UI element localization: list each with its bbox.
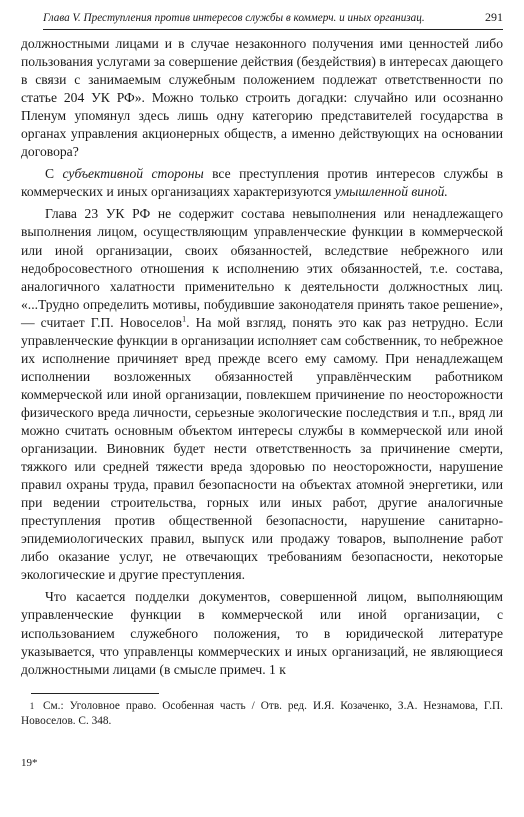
p3-text-a: Глава 23 УК РФ не содержит состава невыполнения или ненадлежащего выполнения лицом, осуществляющим управленческие функции в коммерческой или иной организации, своих обязанностей, вследствие небрежного или недобросовестного отношения к исполнению этих обязанностей, т.е. состава, аналогичного халатности применительно к деятельности должностных лиц. «...Трудно определить мотивы, побудившие законодателя принять такое решение», — считает Г.П. Новоселов (21, 206, 503, 330)
p3-text-b: . На мой взгляд, понять это как раз нетрудно. Если управленческие функции в организации исполняет сам собственник, то небрежное их исполнение причиняет вред прежде всего ему самому. При ненадлежащем исполнении возложенных обязанностей управлёнческим работником коммерческой или иной организации, повлекшем причинение по неосторожности физического вреда личности, серьезные экологические последствия и т.п., вряд ли можно считать основным объектом интересы службы в коммерческой или иной организации. Виновник будет нести ответственность за причинение смерти, тяжкого или средней тяжести вреда здоровью по неосторожности, нарушение правил охраны труда, правил безопасности на объектах атомной энергетики, или при ведении строительства, горных или иных работ, другие аналогичные преступления против общественной безопасности, нарушение санитарно-эпидемиологических правил, выпуск или продажу товаров, выполнение работ либо оказание услуг, не отвечающих требованиям безопасности, некоторые экологические и другие преступления. (21, 314, 503, 583)
paragraph-3 (21, 205, 503, 584)
footnote (21, 699, 503, 729)
footnote-divider (31, 693, 159, 694)
book-page (21, 10, 503, 769)
p2-emphasis-subjective-side: субъективной стороны (62, 166, 204, 182)
paragraph-2 (21, 165, 503, 201)
printer-signature: 19* (21, 756, 38, 769)
paragraph-4: Что касается подделки документов, совершенной лицом, выполняющим управленческие функции в коммерческой или иной организации, с использованием служебного положения, то в юридической литературе указывается, что управленцы коммерческих и иных организаций, не являющиеся должностными лицами (в смысле примеч. 1 к (21, 589, 503, 677)
footnote-text: См.: Уголовное право. Особенная часть / Отв. ред. И.Я. Козаченко, З.А. Незнамова, Г.П. Новоселов. С. 348. (21, 699, 503, 727)
paragraph-1: должностными лицами и в случае незаконного получения ими ценностей либо пользования услугами за совершение действия (бездействия) в интересах дающего в связи с занимаемым служебным положением подлежат ответственности по статье 204 УК РФ». Можно только строить догадки: случайно или осознанно Пленум упомянул здесь лишь одну категорию представителей государства в органах управления акционерных обществ, а именно действующих на основании договора? (21, 36, 503, 160)
p2-text-a: С (45, 166, 63, 182)
p2-emphasis-intentional-guilt: умышленной виной. (334, 184, 448, 200)
footnote-mark: 1 (29, 700, 35, 711)
chapter-title: Глава V. Преступления против интересов службы в коммерч. и иных организац. (43, 12, 425, 24)
main-text (21, 35, 503, 679)
running-head (43, 10, 503, 30)
footnote-reference: 1 (182, 314, 187, 324)
p2-text-b: все преступления против интересов службы в коммерческих и иных организациях характеризуются (21, 166, 504, 200)
page-number: 291 (485, 10, 503, 24)
